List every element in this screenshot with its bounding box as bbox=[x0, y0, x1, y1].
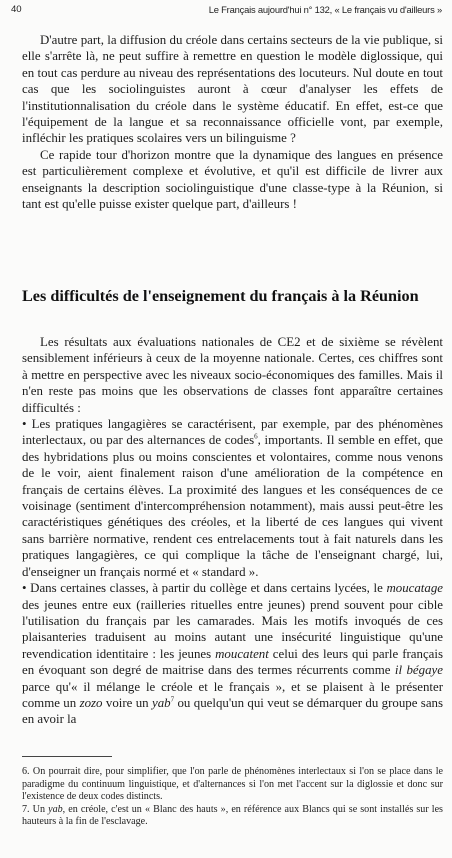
footnote-7 bbox=[22, 804, 443, 829]
footnote-reference[interactable]: 6 bbox=[254, 433, 258, 442]
bullet-text: • Dans certaines classes, à partir du collège et dans certains lycées, le bbox=[22, 581, 387, 596]
creole-term: zozo bbox=[79, 695, 103, 710]
footnote-reference[interactable]: 7 bbox=[170, 695, 175, 704]
footnote-6: 6. On pourrait dire, pour simplifier, que l'on parle de phénomènes interlectaux si l'on se place dans le paradigme du continuum linguistique, et d'alternances si l'on met l'accent sur la diglossie et donc sur l'existence de deux codes distincts. bbox=[22, 766, 443, 803]
journal-title: Le Français aujourd'hui n° 132, « Le français vu d'ailleurs » bbox=[208, 4, 442, 15]
bullet-text: • Les pratiques langagières se caractérisent, par exemple, par des phénomènes interlectaux, ou par des alternances de codes bbox=[22, 417, 443, 448]
bullet-text: ou quelqu'un qui veut se démarquer du groupe sans en avoir la bbox=[22, 695, 444, 727]
creole-term: moucatage bbox=[386, 581, 443, 596]
footnotes-block bbox=[22, 766, 443, 829]
section-paragraph: Les résultats aux évaluations nationales de CE2 et de sixième se révèlent sensiblement inférieurs à ceux de la moyenne nationale. Certes, ces chiffres sont à mettre en perspective avec les niveaux socio-économiques des familles. Mais il n'en reste pas moins que les observations de classes font apparaître certaines difficultés : bbox=[22, 335, 443, 415]
bullet-text: celui des leurs qui parle français en évoquant son degré de maitrise dans des termes récurrents comme bbox=[22, 646, 444, 678]
intro-text-block bbox=[22, 32, 443, 212]
bullet-text: voire un bbox=[102, 695, 152, 710]
intro-paragraph: Ce rapide tour d'horizon montre que la dynamique des langues en présence est particulièrement complexe et évolutive, et qu'il est difficile de livrer aux enseignants la description sociolinguistique d'une classe-type à la Réunion, si tant est qu'elle puisse exister quelque part, d'ailleurs ! bbox=[22, 147, 443, 212]
section-heading: Les difficultés de l'enseignement du français à la Réunion bbox=[22, 287, 419, 305]
running-header bbox=[11, 4, 442, 20]
creole-term: yab bbox=[48, 803, 63, 815]
bullet-text: des jeunes entre eux (railleries rituelles entre jeunes) prend souvent pour cible l'utilisation du français par les camarades. Mais les motifs invoqués de ces plaisanteries traduisent au moins autant une insécurité linguistique qu'une revendication identitaire : les jeunes bbox=[22, 597, 443, 661]
bullet-text: parce qu'« il mélange le créole et le français », et se plaisent à le présenter comme un bbox=[22, 679, 443, 710]
page-number: 40 bbox=[11, 4, 22, 15]
intro-paragraph: D'autre part, la diffusion du créole dans certains secteurs de la vie publique, si elle s'arrête là, ne peut suffire à remettre en question le modèle diglossique, qui en tout cas perdure au niveau des représentations des locuteurs. Nul doute en tout cas que les sociolinguistes auront à cœur d'analyser les effets de l'institutionnalisation du créole dans le système éducatif. En effet, est-ce que l'équipement de la langue et sa reconnaissance officielle vont, par exemple, infléchir les pratiques scolaires vers un bilinguisme ? bbox=[22, 33, 443, 146]
creole-term: moucatent bbox=[215, 646, 269, 661]
footnote-text: 7. Un bbox=[22, 803, 49, 815]
footnote-divider bbox=[22, 756, 112, 757]
creole-term: il bégaye bbox=[394, 663, 443, 678]
footnote-text: , en créole, c'est un « Blanc des hauts », en référence aux Blancs qui se sont installés sur les hauteurs à la fin de l'esclavage. bbox=[22, 803, 443, 828]
section-text-block bbox=[22, 334, 443, 728]
bullet-text: , importants. Il semble en effet, que des hybridations plus ou moins conscientes et volontaires, comme nous venons de le voir, aient finalement raison d'une amélioration de la compétence en français de certains élèves. La proximité des langues et les conséquences de ce voisinage (sentiment d'intercompréhension notamment), mais aussi peut-être les caractéristiques génétiques des créoles, et la liberté de ces langues qui vivent sans barrière normative, rendent ces entrelacements tout à fait naturels dans les pratiques langagières, ce qui complique la tâche de l'enseignant chargé, lui, d'enseigner un français normé et « standard ». bbox=[22, 433, 444, 579]
creole-term: yab bbox=[152, 695, 171, 710]
bullet-paragraph bbox=[22, 416, 443, 580]
bullet-paragraph bbox=[22, 580, 443, 728]
